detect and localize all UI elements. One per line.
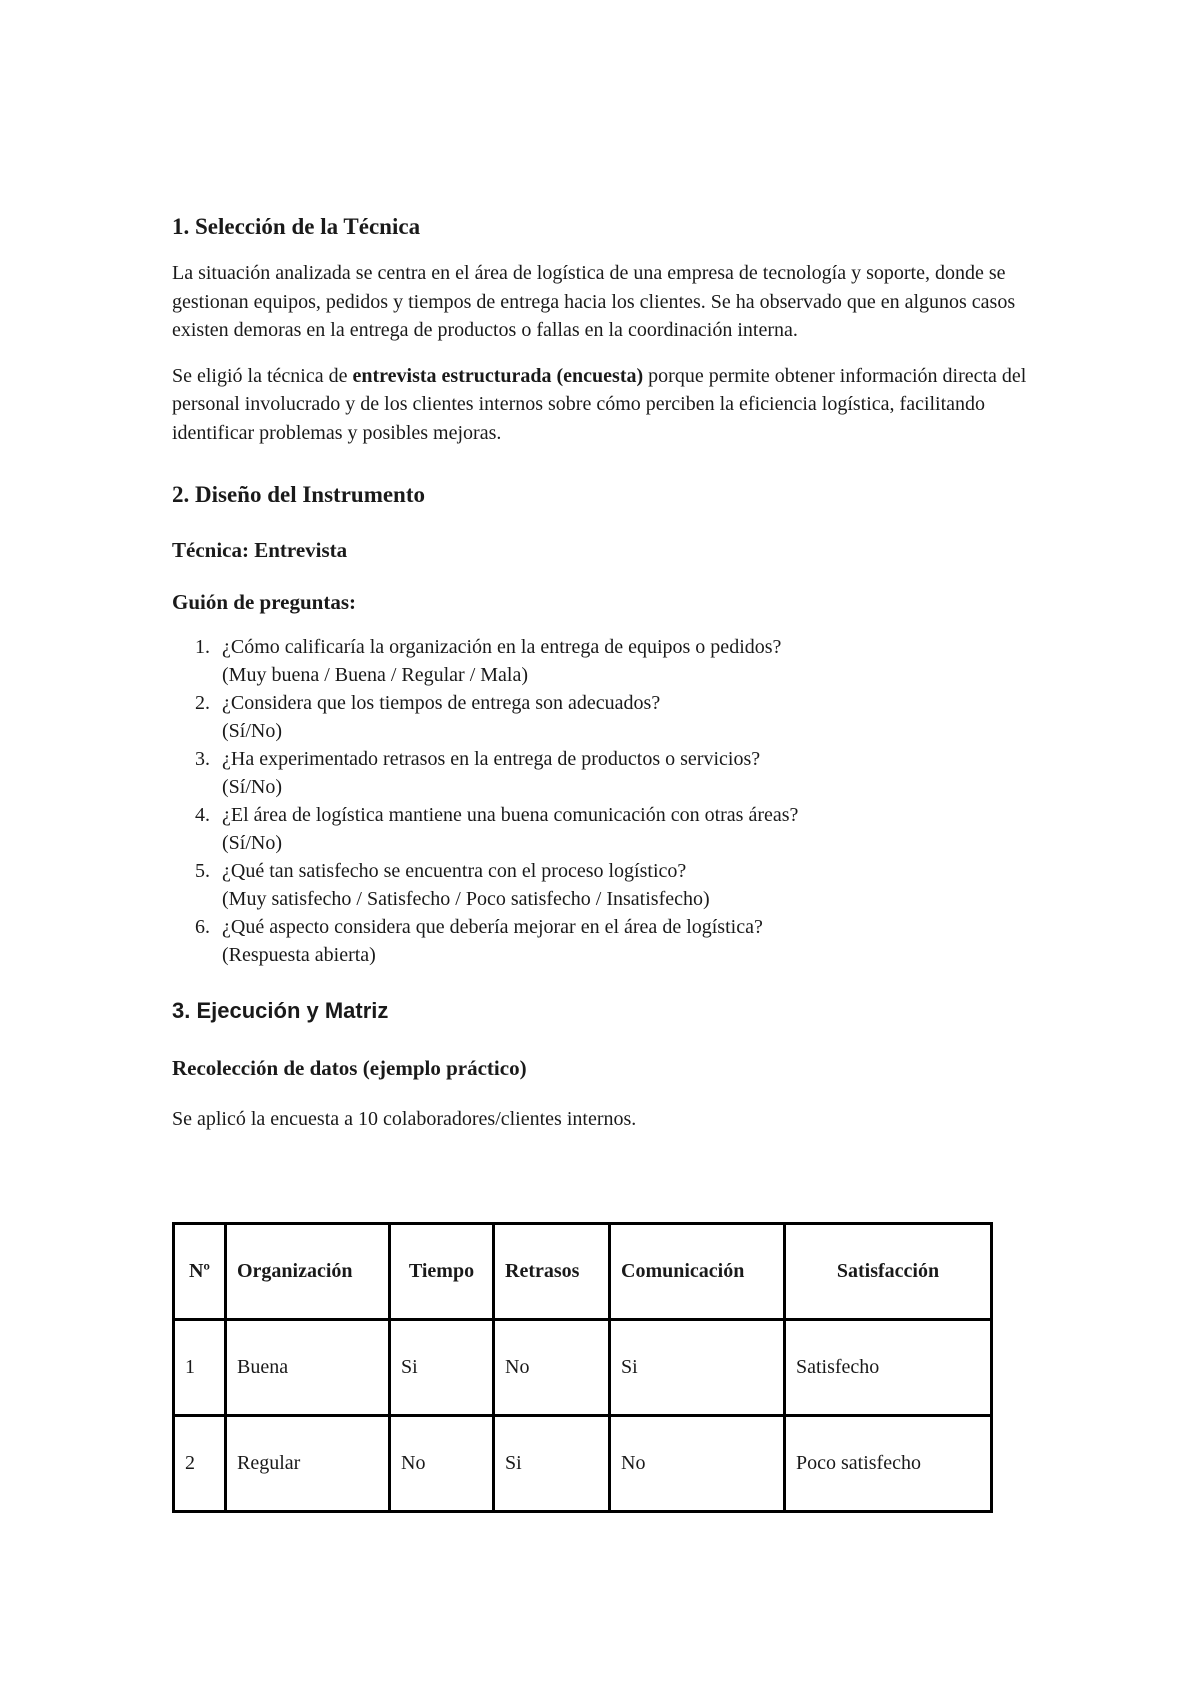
question-answer-options: (Muy satisfecho / Satisfecho / Poco satisfecho / Insatisfecho) bbox=[222, 888, 710, 910]
table-cell: Satisfecho bbox=[785, 1320, 992, 1416]
table-cell: Poco satisfecho bbox=[785, 1416, 992, 1512]
question-text: ¿Cómo calificaría la organización en la entrega de equipos o pedidos? bbox=[222, 636, 782, 658]
section-1-paragraph-2 bbox=[172, 362, 1042, 448]
list-item bbox=[172, 633, 1042, 689]
list-item bbox=[172, 913, 1042, 969]
column-header-organization: Organización bbox=[226, 1224, 390, 1320]
section-1-paragraph-1: La situación analizada se centra en el área de logística de una empresa de tecnología y soporte, donde se gestionan equipos, pedidos y tiempos de entrega hacia los clientes. Se ha observado que en algunos casos existen demoras en la entrega de productos o fallas en la coordinación interna. bbox=[172, 262, 1016, 341]
question-answer-options: (Sí/No) bbox=[222, 776, 282, 798]
question-answer-options: (Sí/No) bbox=[222, 720, 282, 742]
question-number: 5. bbox=[195, 860, 210, 882]
section-1-title: 1. Selección de la Técnica bbox=[172, 214, 421, 239]
document-content bbox=[172, 211, 1042, 1134]
column-header-number: Nº bbox=[174, 1224, 226, 1320]
table-row bbox=[174, 1416, 992, 1512]
question-text: ¿Qué tan satisfecho se encuentra con el proceso logístico? bbox=[222, 860, 687, 882]
table-cell: Si bbox=[390, 1320, 494, 1416]
section-3-title: 3. Ejecución y Matriz bbox=[172, 998, 389, 1023]
column-header-satisfaction: Satisfacción bbox=[785, 1224, 992, 1320]
table-cell: 1 bbox=[174, 1320, 226, 1416]
paragraph-2-bold: entrevista estructurada (encuesta) bbox=[352, 364, 644, 387]
table-cell: No bbox=[610, 1416, 785, 1512]
paragraph-2-suffix: porque permite obtener información directa del personal involucrado y de los clientes internos sobre cómo perciben la eficiencia logística, facilitando identificar problemas y posibles mejoras. bbox=[172, 364, 1027, 444]
table-cell: 2 bbox=[174, 1416, 226, 1512]
question-number: 4. bbox=[195, 804, 210, 826]
table-cell: No bbox=[390, 1416, 494, 1512]
table-cell: Buena bbox=[226, 1320, 390, 1416]
question-answer-options: (Sí/No) bbox=[222, 832, 282, 854]
question-answer-options: (Respuesta abierta) bbox=[222, 944, 376, 966]
survey-intro: Se aplicó la encuesta a 10 colaboradores/clientes internos. bbox=[172, 1108, 637, 1130]
table-cell: No bbox=[494, 1320, 610, 1416]
question-answer-options: (Muy buena / Buena / Regular / Mala) bbox=[222, 664, 529, 686]
column-header-delays: Retrasos bbox=[494, 1224, 610, 1320]
list-item bbox=[172, 745, 1042, 801]
paragraph-2-prefix: Se eligió la técnica de bbox=[172, 364, 353, 387]
data-collection-heading: Recolección de datos (ejemplo práctico) bbox=[172, 1056, 527, 1080]
list-item bbox=[172, 801, 1042, 857]
table-cell: Regular bbox=[226, 1416, 390, 1512]
table-header-row bbox=[174, 1224, 992, 1320]
technique-heading: Técnica: Entrevista bbox=[172, 538, 348, 562]
question-number: 3. bbox=[195, 748, 210, 770]
column-header-time: Tiempo bbox=[390, 1224, 494, 1320]
question-number: 2. bbox=[195, 692, 210, 714]
question-text: ¿Considera que los tiempos de entrega son adecuados? bbox=[222, 692, 661, 714]
table-cell: Si bbox=[610, 1320, 785, 1416]
section-2-title: 2. Diseño del Instrumento bbox=[172, 482, 426, 507]
question-script-heading: Guión de preguntas: bbox=[172, 590, 356, 614]
question-text: ¿Ha experimentado retrasos en la entrega de productos o servicios? bbox=[222, 748, 761, 770]
table-row bbox=[174, 1320, 992, 1416]
question-text: ¿Qué aspecto considera que debería mejorar en el área de logística? bbox=[222, 916, 763, 938]
column-header-communication: Comunicación bbox=[610, 1224, 785, 1320]
question-number: 6. bbox=[195, 916, 210, 938]
table-cell: Si bbox=[494, 1416, 610, 1512]
question-number: 1. bbox=[195, 636, 210, 658]
question-text: ¿El área de logística mantiene una buena comunicación con otras áreas? bbox=[222, 804, 799, 826]
results-matrix-table bbox=[172, 1222, 993, 1513]
question-list bbox=[172, 633, 1042, 969]
list-item bbox=[172, 689, 1042, 745]
list-item bbox=[172, 857, 1042, 913]
